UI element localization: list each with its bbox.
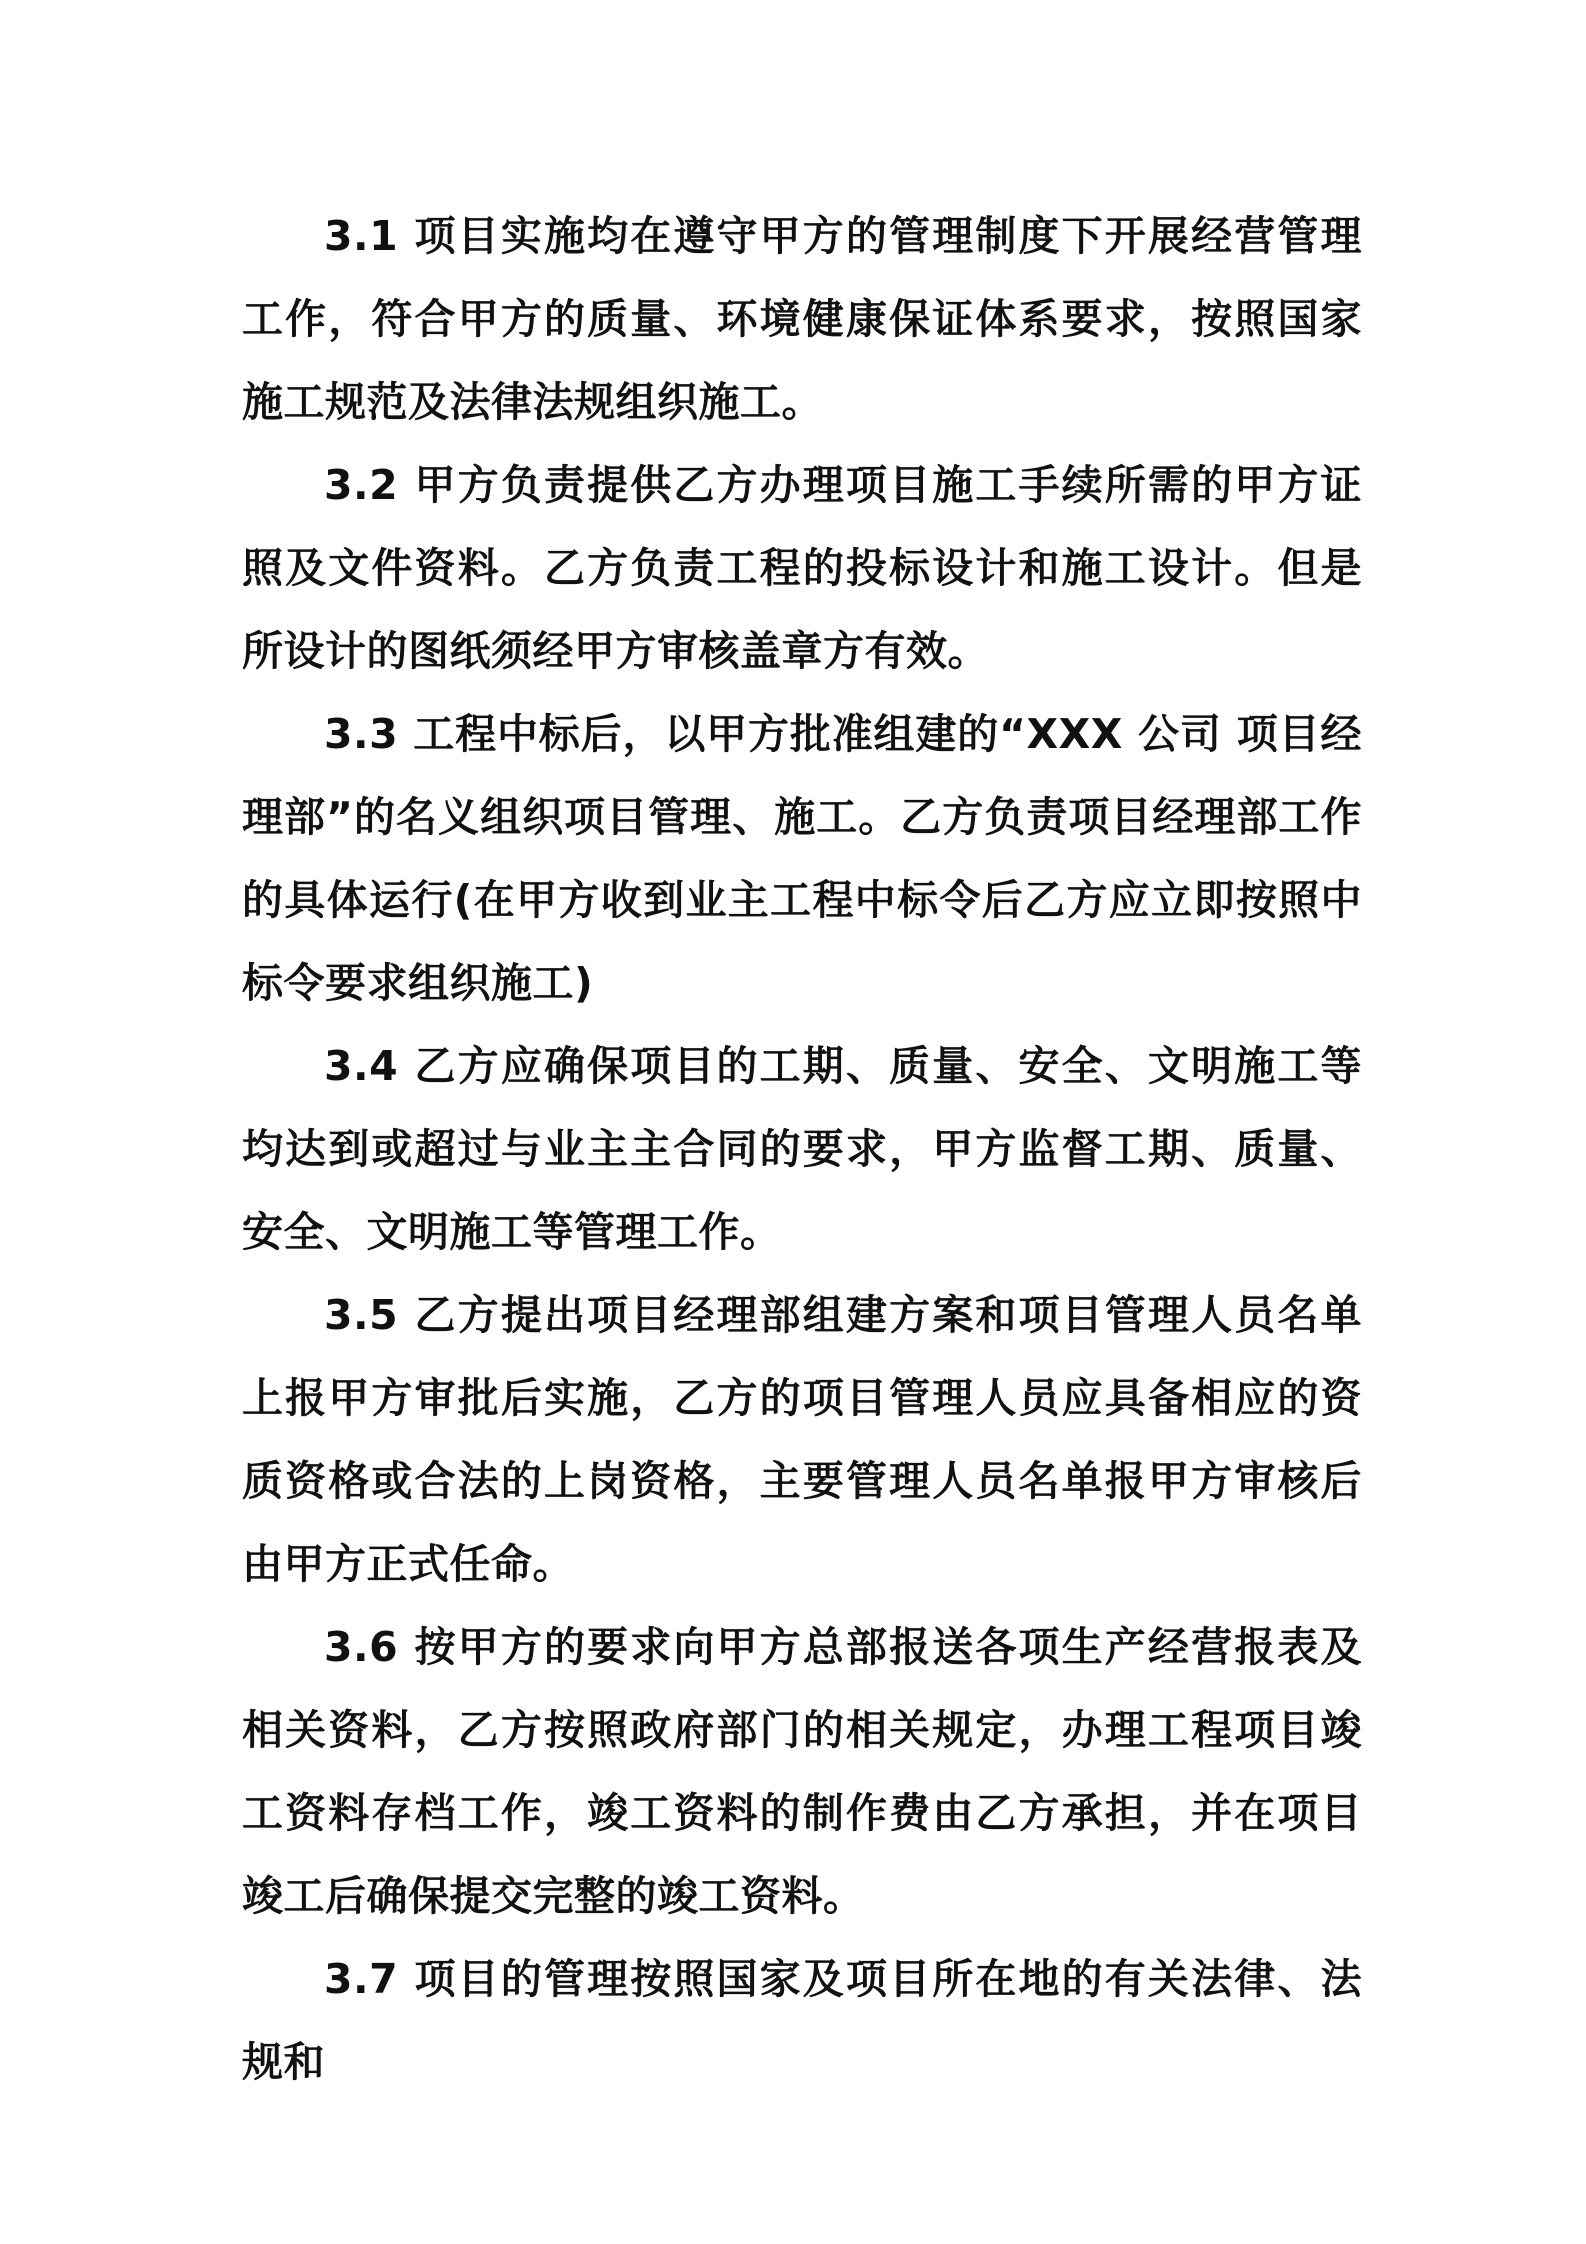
clause-3-1: 3.1 项目实施均在遵守甲方的管理制度下开展经营管理工作，符合甲方的质量、环境健康保证体系要求，按照国家施工规范及法律法规组织施工。 (242, 212, 1362, 426)
document-body (242, 195, 1362, 2104)
clause-3-7: 3.7 项目的管理按照国家及项目所在地的有关法律、法规和 (242, 1955, 1362, 2086)
clause-3-3: 3.3 工程中标后，以甲方批准组建的“XXX 公司 项目经理部”的名义组织项目管理、施工。乙方负责项目经理部工作的具体运行(在甲方收到业主工程中标令后乙方应立即按照中标令要求组织施工) (242, 710, 1362, 1007)
clause-3-6: 3.6 按甲方的要求向甲方总部报送各项生产经营报表及相关资料，乙方按照政府部门的相关规定，办理工程项目竣工资料存档工作，竣工资料的制作费由乙方承担，并在项目竣工后确保提交完整的竣工资料。 (242, 1623, 1362, 1920)
clause-3-4: 3.4 乙方应确保项目的工期、质量、安全、文明施工等均达到或超过与业主主合同的要求，甲方监督工期、质量、安全、文明施工等管理工作。 (242, 1042, 1362, 1256)
clause-3-5: 3.5 乙方提出项目经理部组建方案和项目管理人员名单上报甲方审批后实施，乙方的项目管理人员应具备相应的资质资格或合法的上岗资格，主要管理人员名单报甲方审核后由甲方正式任命。 (242, 1291, 1362, 1588)
clause-3-2: 3.2 甲方负责提供乙方办理项目施工手续所需的甲方证照及文件资料。乙方负责工程的投标设计和施工设计。但是所设计的图纸须经甲方审核盖章方有效。 (242, 461, 1362, 675)
